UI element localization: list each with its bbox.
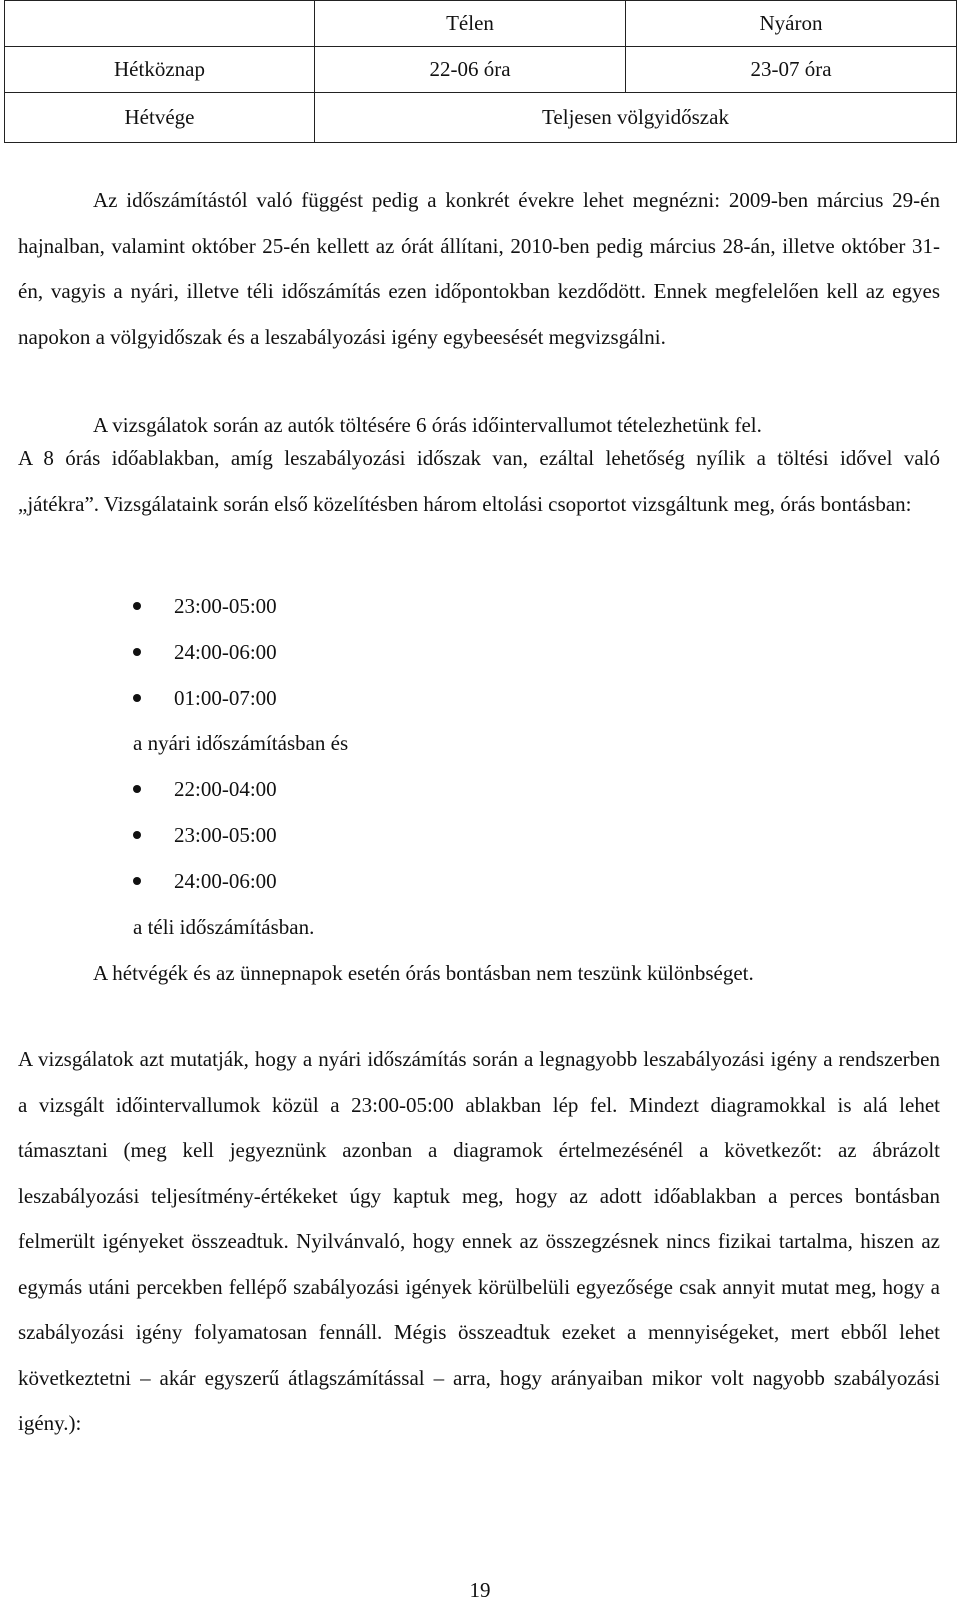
table-row-weekend [5,93,957,143]
weekday-label: Hétköznap [5,47,315,93]
paragraph-4: A vizsgálatok azt mutatják, hogy a nyári időszámítás során a legnagyobb leszabályozási igény a rendszerben a vizsgált időintervallumok közül a 23:00-05:00 ablakban lép fel. Mindezt diagramokkal is alá lehet támasztani (meg kell jegyeznünk azonban a diagramok értelmezésénél a következőt: az ábrázolt leszabályozási teljesítmény-értékeket úgy kaptuk meg, hogy az adott időablakban a perces bontásban felmerült igényeket összeadtuk. Nyilvánvaló, hogy ennek az összegzésnek nincs fizikai tartalma, hiszen az egymás utáni percekben fellépő szabályozási igények körülbelüli egyezősége csak annyit mutat meg, hogy a szabályozási igény folyamatosan fennáll. Mégis összeadtuk ezeket a mennyiségeket, mert ebből lehet következtetni – akár egyszerű átlagszámítással – arra, hogy arányaiban mikor volt nagyobb szabályozási igény.): [18,1047,940,1435]
table-header-winter: Télen [315,1,626,47]
page-number: 19 [469,1578,491,1602]
bullet-icon [133,785,141,793]
summer-caption: a nyári időszámításban és [133,731,349,755]
table-header-summer: Nyáron [626,1,957,47]
bullet-icon [133,877,141,885]
bullet-icon [133,602,141,610]
bullet-icon [133,648,141,656]
table-header-empty [5,1,315,47]
table-header-row [5,1,957,47]
bullet-icon [133,694,141,702]
paragraph-3: A 8 órás időablakban, amíg leszabályozási időszak van, ezáltal lehetőség nyílik a töltési idővel való „játékra”. Vizsgálataink során első közelítésben három eltolási csoportot vizsgáltunk meg, órás bontásban: [18,446,940,516]
bullet-icon [133,831,141,839]
weekend-value: Teljesen völgyidőszak [315,93,957,143]
weekend-label: Hétvége [5,93,315,143]
weekday-summer: 23-07 óra [626,47,957,93]
paragraph-2: A vizsgálatok során az autók töltésére 6 órás időintervallumot tételezhetünk fel. [93,413,762,437]
paragraph-1: Az időszámítástól való függést pedig a konkrét évekre lehet megnézni: 2009-ben március 29-én hajnalban, valamint október 25-én kellett az órát állítani, 2010-ben pedig március 28-án, illetve október 31-én, vagyis a nyári, illetve téli időszámítás ezen időpontokban kezdődött. Ennek megfelelően kell az egyes napokon a völgyidőszak és a leszabályozási igény egybeesését megvizsgálni. [18,188,940,349]
winter-caption: a téli időszámításban. [133,915,315,939]
table-row-weekday [5,47,957,93]
weekday-winter: 22-06 óra [315,47,626,93]
tariff-table [4,0,957,143]
weekend-note: A hétvégék és az ünnepnapok esetén órás bontásban nem teszünk különbséget. [93,961,754,985]
